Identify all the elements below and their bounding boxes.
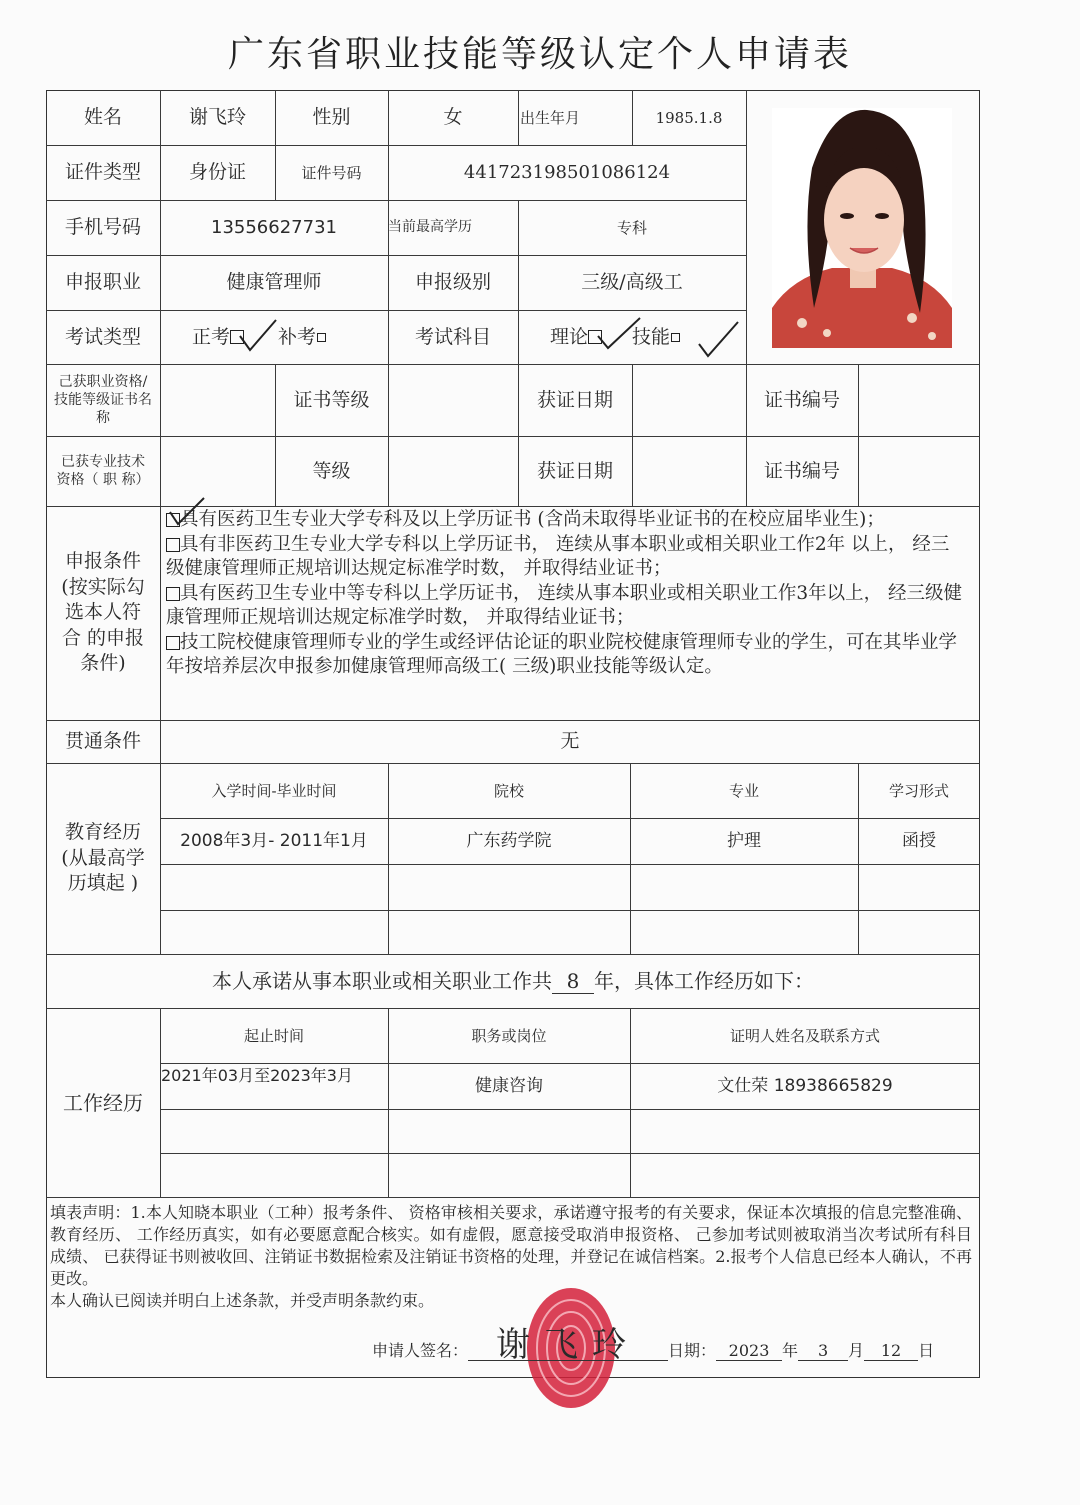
work-header-reference: 证明人姓名及联系方式 — [729, 1026, 880, 1045]
label-qualification-cert: 己获职业资格/技能等级证书名称 — [54, 373, 152, 427]
edu-row-period: 2008年3月- 2011年1月 — [180, 830, 368, 851]
label-education-history: 教育经历 (从最高学 历填起 ) — [61, 821, 145, 895]
declaration — [50, 1202, 972, 1312]
applicant-photo — [772, 108, 952, 348]
value-birth: 1985.1.8 — [655, 108, 723, 127]
value-id-type: 身份证 — [188, 161, 246, 184]
value-id-number: 441723198501086124 — [463, 161, 671, 183]
work-row-position: 健康咨询 — [475, 1075, 543, 1096]
label-phone: 手机号码 — [64, 216, 141, 239]
label-exam-type: 考试类型 — [64, 325, 141, 348]
label-conditions: 申报条件 (按实际勾 选本人符合 的申报条件) — [61, 549, 145, 675]
declaration-confirm: 本人确认已阅读并明白上述条款，并受声明条款约束。 — [50, 1291, 435, 1310]
exam-type-options — [160, 310, 388, 364]
date-label: 日期： — [668, 1341, 717, 1360]
date-month: 3 — [798, 1341, 848, 1361]
label-id-number: 证件号码 — [301, 163, 362, 182]
edu-row-major: 护理 — [727, 830, 761, 851]
value-through: 无 — [560, 730, 580, 753]
work-header-period: 起止时间 — [243, 1026, 304, 1045]
value-occupation: 健康管理师 — [226, 271, 322, 294]
exam-regular-label: 正考 — [192, 325, 231, 348]
work-years-value: 8 — [552, 969, 594, 994]
label-education: 当前最高学历 — [388, 219, 472, 236]
value-level: 三级/高级工 — [581, 271, 683, 294]
label-id-type: 证件类型 — [64, 161, 141, 184]
work-years-statement: 本人承诺从事本职业或相关职业工作共 8 年，具体工作经历如下： — [212, 968, 814, 993]
label-cert-level: 证书等级 — [293, 388, 370, 411]
label-cert-number: 证书编号 — [763, 388, 840, 411]
signature-line: 申请人签名： 谢飞玲 日期： 2023 年 3 月 12 日 — [372, 1325, 935, 1365]
value-gender: 女 — [443, 106, 463, 129]
edu-header-mode: 学习形式 — [888, 781, 949, 800]
condition-4-checkbox[interactable] — [166, 636, 180, 650]
edu-header-school: 院校 — [493, 781, 524, 800]
exam-makeup-checkbox[interactable] — [317, 333, 326, 342]
subject-theory-checkbox[interactable] — [588, 330, 602, 344]
label-birth: 出生年月 — [520, 108, 581, 127]
exam-subject-options — [518, 310, 746, 364]
edu-header-period: 入学时间-毕业时间 — [211, 781, 337, 800]
value-phone: 13556627731 — [211, 216, 337, 238]
label-occupation: 申报职业 — [64, 271, 141, 294]
condition-3-checkbox[interactable] — [166, 587, 180, 601]
label-title-date: 获证日期 — [536, 459, 613, 482]
subject-skill-checkbox[interactable] — [671, 333, 680, 342]
condition-item: 技工院校健康管理师专业的学生或经评估论证的职业院校健康管理师专业的学生，可在其毕业学年按培养层次申报参加健康管理师高级工( 三级)职业技能等级认定。 — [166, 631, 958, 677]
label-grade: 等级 — [312, 459, 351, 482]
value-name: 谢飞玲 — [188, 106, 246, 129]
form-title: 广东省职业技能等级认定个人申请表 — [227, 34, 852, 75]
subject-skill-label: 技能 — [632, 325, 671, 348]
work-row-period: 2021年03月至2023年3月 — [161, 1066, 353, 1086]
signature-name: 谢飞玲 — [468, 1330, 668, 1361]
conditions-list — [166, 508, 966, 680]
condition-item: 具有医药卫生专业中等专科以上学历证书， 连续从事本职业或相关职业工作3年以上， 经三级健康管理师正规培训达规定标准学时数， 并取得结业证书； — [166, 582, 963, 628]
work-row-reference: 文仕荣 18938665829 — [717, 1075, 893, 1096]
label-professional-title: 已获专业技术资格（ 职 称） — [56, 453, 150, 488]
condition-2-checkbox[interactable] — [166, 538, 180, 552]
condition-1-checkbox[interactable] — [166, 513, 180, 527]
label-cert-date: 获证日期 — [536, 388, 613, 411]
label-gender: 性别 — [312, 106, 351, 129]
label-name: 姓名 — [83, 106, 122, 129]
value-education: 专科 — [616, 218, 647, 237]
label-level: 申报级别 — [414, 271, 491, 294]
label-title-number: 证书编号 — [763, 459, 840, 482]
edu-header-major: 专业 — [728, 781, 759, 800]
exam-regular-checkbox[interactable] — [230, 330, 244, 344]
condition-item: 具有非医药卫生专业大学专科以上学历证书， 连续从事本职业或相关职业工作2年 以上， 经三级健康管理师正规培训达规定标准学时数， 并取得结业证书； — [166, 533, 950, 579]
label-exam-subject: 考试科目 — [414, 325, 491, 348]
signature-label: 申请人签名： — [372, 1341, 469, 1360]
declaration-text: 填表声明：1.本人知晓本职业（工种）报考条件、 资格审核相关要求，承诺遵守报考的有关要求，保证本次填报的信息完整准确、教育经历、 工作经历真实，如有必要愿意配合核实。如有虚假，愿意接受取消申报资格、 己参加考试则被取消当次考试所有科目成绩、 已获得证书则被收回、注销证书数据检索及注销证书资格的处理，并登记在诚信档案。2.报考个人信息已经本人确认，不再更改。 — [50, 1203, 972, 1288]
work-header-position: 职务或岗位 — [471, 1026, 547, 1045]
subject-theory-label: 理论 — [550, 325, 589, 348]
label-work-history: 工作经历 — [63, 1090, 143, 1115]
label-through: 贯通条件 — [64, 730, 141, 753]
exam-makeup-label: 补考 — [278, 325, 317, 348]
edu-row-mode: 函授 — [902, 830, 936, 851]
condition-item: 具有医药卫生专业大学专科及以上学历证书 (含尚未取得毕业证书的在校应届毕业生)； — [166, 508, 966, 533]
date-day: 12 — [864, 1341, 918, 1361]
edu-row-school: 广东药学院 — [466, 830, 552, 851]
date-year: 2023 — [716, 1341, 782, 1361]
